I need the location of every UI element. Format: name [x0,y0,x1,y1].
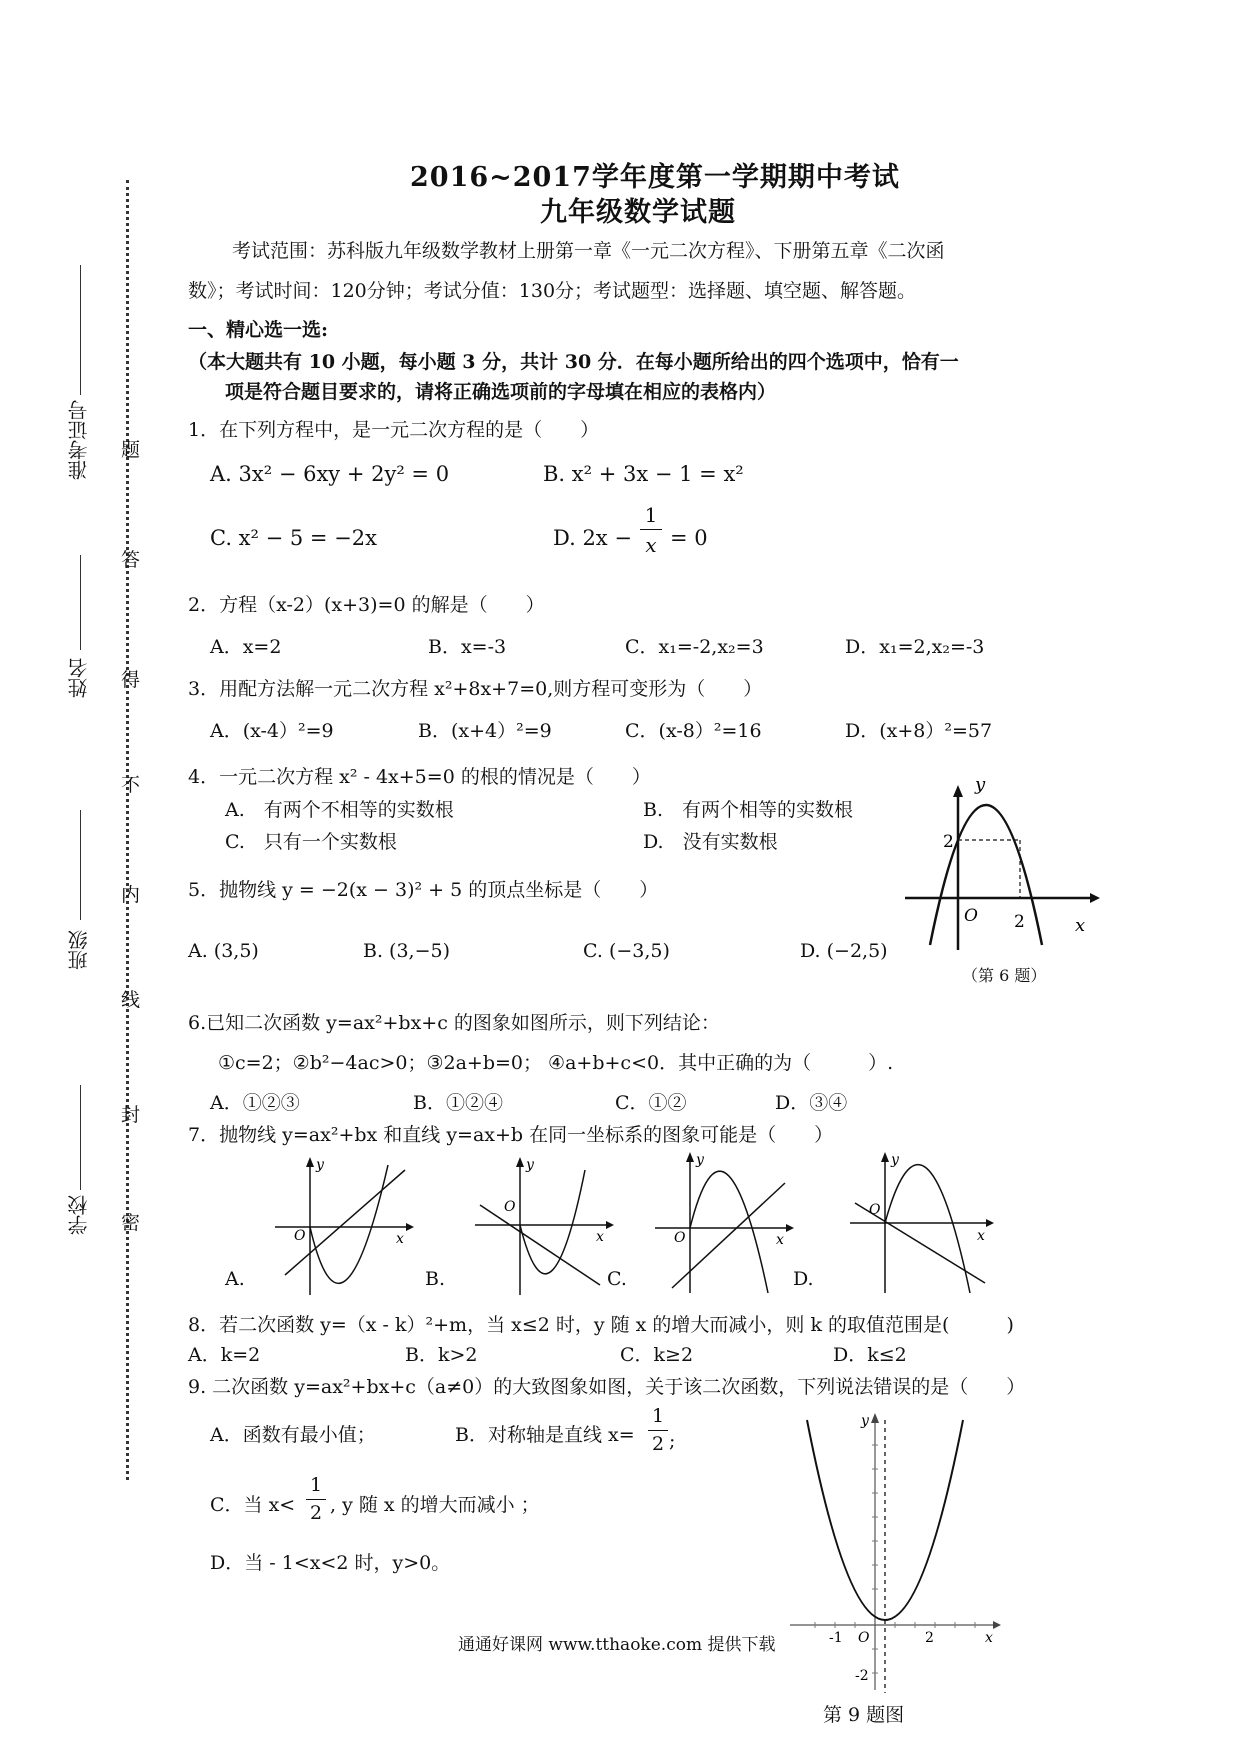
svg-text:O: O [504,1199,516,1215]
q5-option-a: A. (3,5) [188,940,259,962]
svg-text:-2: -2 [855,1668,869,1684]
q9-option-c: C．当 x< [210,1494,296,1516]
q3-option-a: A．(x-4）²=9 [210,720,334,742]
exam-info-line2: 数》；考试时间：120分钟；考试分值：130分；考试题型：选择题、填空题、解答题。 [188,280,917,302]
q9-c-fraction-bar [306,1499,326,1500]
svg-text:O: O [294,1228,306,1244]
q5-stem: 5．抛物线 y = −2(x − 3)² + 5 的顶点坐标是（ ） [188,879,659,901]
q1-option-a: A. 3x² − 6xy + 2y² = 0 [210,462,450,486]
q9-option-a: A．函数有最小值； [210,1424,376,1446]
class-label: 班级 [67,930,91,970]
exam-subtitle: 九年级数学试题 [540,197,736,228]
fig6-y-arrow [953,785,963,797]
q5-option-c: C. (−3,5) [583,940,670,962]
footer-source: 通通好课网 www.tthaoke.com 提供下载 [458,1635,776,1655]
q1-fraction-bar [640,529,662,530]
school-label: 学校 [67,1195,91,1235]
svg-text:y: y [316,1157,324,1173]
q8-option-b: B．k>2 [405,1344,478,1366]
exam-info-line1: 考试范围：苏科版九年级数学教材上册第一章《一元二次方程》、下册第五章《二次函 [232,240,945,262]
svg-text:O: O [858,1630,870,1646]
q1-option-d-suffix: = 0 [670,526,708,550]
school-underline [80,1085,81,1190]
seal-char-2: 答 [121,549,141,571]
exam-number-underline [80,265,81,395]
seal-char-1: 题 [121,439,141,461]
svg-text:x: x [396,1231,404,1247]
q9-b-fraction-bar [648,1430,668,1431]
q8-option-c: C．k≥2 [620,1344,694,1366]
class-underline [80,810,81,920]
q9-option-d: D．当 - 1<x<2 时，y>0。 [210,1552,451,1574]
q9-option-b: B．对称轴是直线 x= [455,1424,635,1446]
q3-option-b: B．(x+4）²=9 [418,720,552,742]
svg-text:x: x [977,1228,985,1244]
q6-statements: ①c=2；②b²−4ac>0；③2a+b=0； ④a+b+c<0．其中正确的为（ ）. [218,1052,894,1074]
fig6-parabola [930,805,1042,945]
q7-graph-d [845,1148,995,1298]
q4-option-c: C. 只有一个实数根 [225,831,397,853]
binding-dotted-line [126,180,129,1480]
svg-text:O: O [674,1230,686,1246]
fig6-y-label: y [975,775,986,795]
q6-option-b: B．①②④ [413,1092,503,1114]
q9-stem: 9. 二次函数 y=ax²+bx+c（a≠0）的大致图象如图，关于该二次函数，下列说法错误的是（ ） [188,1376,1026,1398]
q1-option-b: B. x² + 3x − 1 = x² [543,462,744,486]
seal-char-8: 密 [121,1212,141,1234]
q2-option-d: D．x₁=2,x₂=-3 [845,636,985,658]
svg-text:x: x [596,1229,604,1245]
q7-graph-a [270,1155,415,1300]
q3-stem: 3．用配方法解一元二次方程 x²+8x+7=0,则方程可变形为（ ） [188,678,763,700]
seal-char-3: 得 [121,669,141,691]
q9-b-suffix: ; [669,1430,676,1452]
figure-6-caption: （第 6 题） [962,966,1047,985]
figure-9-caption: 第 9 题图 [823,1704,905,1726]
q6-option-d: D．③④ [775,1092,848,1114]
q3-option-d: D．(x+8）²=57 [845,720,993,742]
q2-option-a: A．x=2 [210,636,282,658]
q7-graph-b [470,1155,615,1300]
q7-option-b: B. [425,1268,446,1290]
q1-option-c: C. x² − 5 = −2x [210,526,377,550]
fig6-tick-y: 2 [943,832,954,852]
fig6-x-arrow [1090,893,1100,903]
svg-text:y: y [696,1152,704,1168]
q9-b-numerator: 1 [651,1405,665,1427]
q6-option-c: C．①② [615,1092,687,1114]
seal-char-7: 封 [121,1104,141,1126]
q9-b-denominator: 2 [651,1433,665,1455]
q3-option-c: C．(x-8）²=16 [625,720,762,742]
q4-option-a: A. 有两个不相等的实数根 [225,799,454,821]
svg-text:-1: -1 [829,1630,843,1646]
q4-option-b: B. 有两个相等的实数根 [643,799,854,821]
q7-stem: 7．抛物线 y=ax²+bx 和直线 y=ax+b 在同一坐标系的图象可能是（ ） [188,1124,834,1146]
q8-option-d: D．k≤2 [833,1344,907,1366]
q7-option-d: D. [793,1268,814,1290]
name-underline [80,555,81,650]
name-label: 姓名 [67,658,91,698]
svg-text:x: x [985,1630,993,1646]
section-note-line2: 项是符合题目要求的，请将正确选项前的字母填在相应的表格内） [225,381,777,403]
exam-title: 2016~2017学年度第一学期期中考试 [410,162,900,193]
svg-text:y: y [891,1152,899,1168]
q7-graph-c [650,1148,795,1298]
section-note-line1: （本大题共有 10 小题，每小题 3 分，共计 30 分．在每小题所给出的四个选项中，恰有一 [188,351,959,373]
exam-number-label: 准考证号 [67,400,91,480]
fig6-x-label: x [1075,915,1086,936]
seal-char-5: 内 [121,884,141,906]
q1-stem: 1．在下列方程中，是一元二次方程的是（ ） [188,419,600,441]
seal-char-6: 线 [121,989,141,1011]
section-heading: 一、精心选一选: [188,319,329,341]
q6-option-a: A．①②③ [210,1092,300,1114]
q5-option-b: B. (3,−5) [363,940,451,962]
figure-6-graph [900,775,1110,955]
figure-9-graph [785,1405,1005,1695]
q8-option-a: A．k=2 [188,1344,261,1366]
q4-stem: 4．一元二次方程 x² - 4x+5=0 的根的情况是（ ） [188,766,651,788]
svg-text:x: x [776,1232,784,1248]
svg-text:2: 2 [925,1630,934,1646]
q9-c-numerator: 1 [309,1474,323,1496]
q9-c-denominator: 2 [309,1502,323,1524]
q1-option-d-numerator: 1 [644,503,658,527]
q5-option-d: D. (−2,5) [800,940,888,962]
q7-option-a: A. [225,1268,245,1290]
svg-text:y: y [861,1413,869,1429]
svg-text:y: y [526,1157,534,1173]
q2-stem: 2．方程（x-2）(x+3)=0 的解是（ ） [188,594,545,616]
q2-option-c: C．x₁=-2,x₂=3 [625,636,764,658]
q1-option-d: D. 2x − [553,526,632,550]
seal-char-4: 不 [121,774,141,796]
q7-option-c: C. [607,1268,627,1290]
q2-option-b: B．x=-3 [428,636,507,658]
q1-option-d-denominator: x [645,533,657,557]
q6-stem: 6.已知二次函数 y=ax²+bx+c 的图象如图所示，则下列结论： [188,1012,720,1034]
fig6-tick-x: 2 [1014,912,1025,932]
svg-text:O: O [869,1202,881,1218]
q9-option-c-suffix: , y 随 x 的增大而减小 ； [330,1494,540,1516]
q8-stem: 8．若二次函数 y=（x - k）²+m，当 x≤2 时，y 随 x 的增大而减小，则 k 的取值范围是( ) [188,1314,1014,1336]
q4-option-d: D. 没有实数根 [643,831,778,853]
fig6-origin: O [964,906,978,926]
